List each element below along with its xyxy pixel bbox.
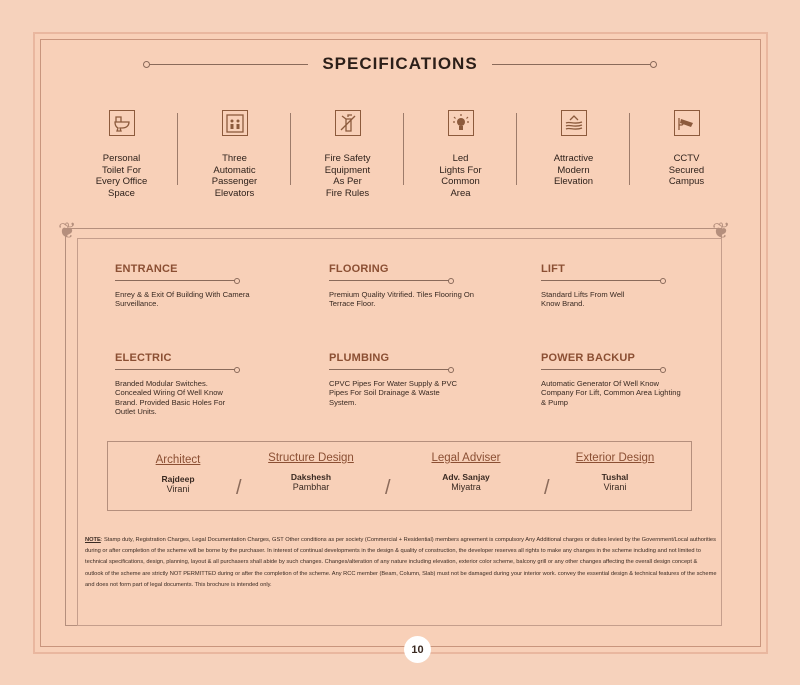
- member-role: Structure Design: [268, 452, 354, 464]
- member-last-name: Virani: [603, 482, 627, 492]
- note-text: : Stamp duty, Registration Charges, Legal Documentation Charges, GST Other conditions as per society (Commercial + Residential) members agreement is compulsory Any Additional charges or duties levied by the Government/Local authorities during or after completion of the scheme will be borne by the purchaser. In interest of continual developments in the design & quality of construction, the developer reserves all rights to make any changes in the scheme including and not limited to technical specifications, design, planning, layout & all purchasers shall abide by such changes. Changes/alteration of any nature including elevation, exterior color scheme, balcony grill or any other changes affecting the overall design concept & outlook of the scheme are strictly NOT PERMITTED during or after the completion of the scheme. Any RCC member (Beam, Column, Slab) must not be damaged during your interior work. convey the essential design & technical features of the scheme and does not form part of legal documents. This brochure is intended only.: [85, 537, 717, 588]
- elevation-icon: [561, 110, 587, 136]
- spec-label: Personal Toilet For Every Office Space: [95, 153, 148, 199]
- section-title: FLOORING: [329, 263, 389, 275]
- section-rule: [115, 280, 235, 281]
- divider-slash: /: [544, 477, 550, 499]
- section-title: ENTRANCE: [115, 263, 178, 275]
- team-member: [108, 442, 248, 494]
- page-number: 10: [404, 636, 431, 663]
- section-rule: [115, 369, 235, 370]
- member-last-name: Pambhar: [292, 482, 330, 492]
- member-first-name: Dakshesh: [290, 472, 332, 482]
- section-flooring: [329, 263, 499, 309]
- section-title: LIFT: [541, 263, 566, 275]
- member-first-name: Adv. Sanjay: [442, 472, 490, 482]
- section-text: Standard Lifts From Well Know Brand.: [541, 290, 625, 309]
- section-entrance: [115, 263, 285, 309]
- spec-label: Three Automatic Passenger Elevators: [211, 153, 258, 199]
- spec-item: [291, 110, 404, 199]
- section-text: Premium Quality Vitrified. Tiles Flooring On Terrace Floor.: [329, 290, 475, 309]
- team-member: [241, 442, 381, 492]
- section-text: Branded Modular Switches. Concealed Wiring Of Well Know Brand. Provided Basic Holes For Outlet Units.: [115, 379, 226, 417]
- section-rule: [541, 280, 661, 281]
- specs-row: [65, 110, 745, 199]
- section-title: ELECTRIC: [115, 352, 172, 364]
- spec-label: Attractive Modern Elevation: [553, 153, 594, 187]
- spec-item: [65, 110, 178, 199]
- section-text: Enrey & & Exit Of Building With Camera Surveillance.: [115, 290, 250, 309]
- spec-item: [404, 110, 517, 199]
- toilet-icon: [109, 110, 135, 136]
- section-title: PLUMBING: [329, 352, 390, 364]
- spec-label: CCTV Secured Campus: [668, 153, 705, 187]
- member-first-name: Tushal: [601, 472, 629, 482]
- section-electric: [115, 352, 285, 417]
- spec-label: Fire Safety Equipment As Per Fire Rules: [324, 153, 371, 199]
- title-row: [146, 54, 654, 74]
- member-last-name: Miyatra: [451, 482, 481, 492]
- fire-extinguisher-icon: [335, 110, 361, 136]
- section-rule: [329, 369, 449, 370]
- ornament-corner-icon: ❦: [58, 218, 77, 243]
- section-power-backup: [541, 352, 711, 407]
- section-plumbing: [329, 352, 499, 407]
- member-role: Architect: [155, 454, 201, 466]
- spec-item: [178, 110, 291, 199]
- section-title: POWER BACKUP: [541, 352, 636, 364]
- light-bulb-icon: [448, 110, 474, 136]
- member-last-name: Virani: [166, 484, 190, 494]
- cctv-camera-icon: [674, 110, 700, 136]
- disclaimer-note: [85, 535, 717, 591]
- page-title: SPECIFICATIONS: [322, 54, 478, 73]
- team-box: [107, 441, 692, 511]
- elevator-icon: [222, 110, 248, 136]
- section-rule: [541, 369, 661, 370]
- spec-item: [517, 110, 630, 199]
- divider-slash: /: [236, 477, 242, 499]
- spec-item: [630, 110, 743, 199]
- member-first-name: Rajdeep: [161, 474, 195, 484]
- team-member: [545, 442, 685, 492]
- section-text: CPVC Pipes For Water Supply & PVC Pipes For Soil Drainage & Waste System.: [329, 379, 458, 407]
- title-divider-left: [146, 64, 308, 65]
- note-label: NOTE: [85, 537, 101, 543]
- team-member: [396, 442, 536, 492]
- spec-label: Led Lights For Common Area: [439, 153, 482, 199]
- member-role: Exterior Design: [575, 452, 655, 464]
- section-lift: [541, 263, 711, 309]
- member-role: Legal Adviser: [431, 452, 501, 464]
- section-rule: [329, 280, 449, 281]
- title-divider-right: [492, 64, 654, 65]
- section-text: Automatic Generator Of Well Know Company For Lift, Common Area Lighting & Pump: [541, 379, 681, 407]
- ornament-corner-icon: ❦: [712, 218, 731, 243]
- divider-slash: /: [385, 477, 391, 499]
